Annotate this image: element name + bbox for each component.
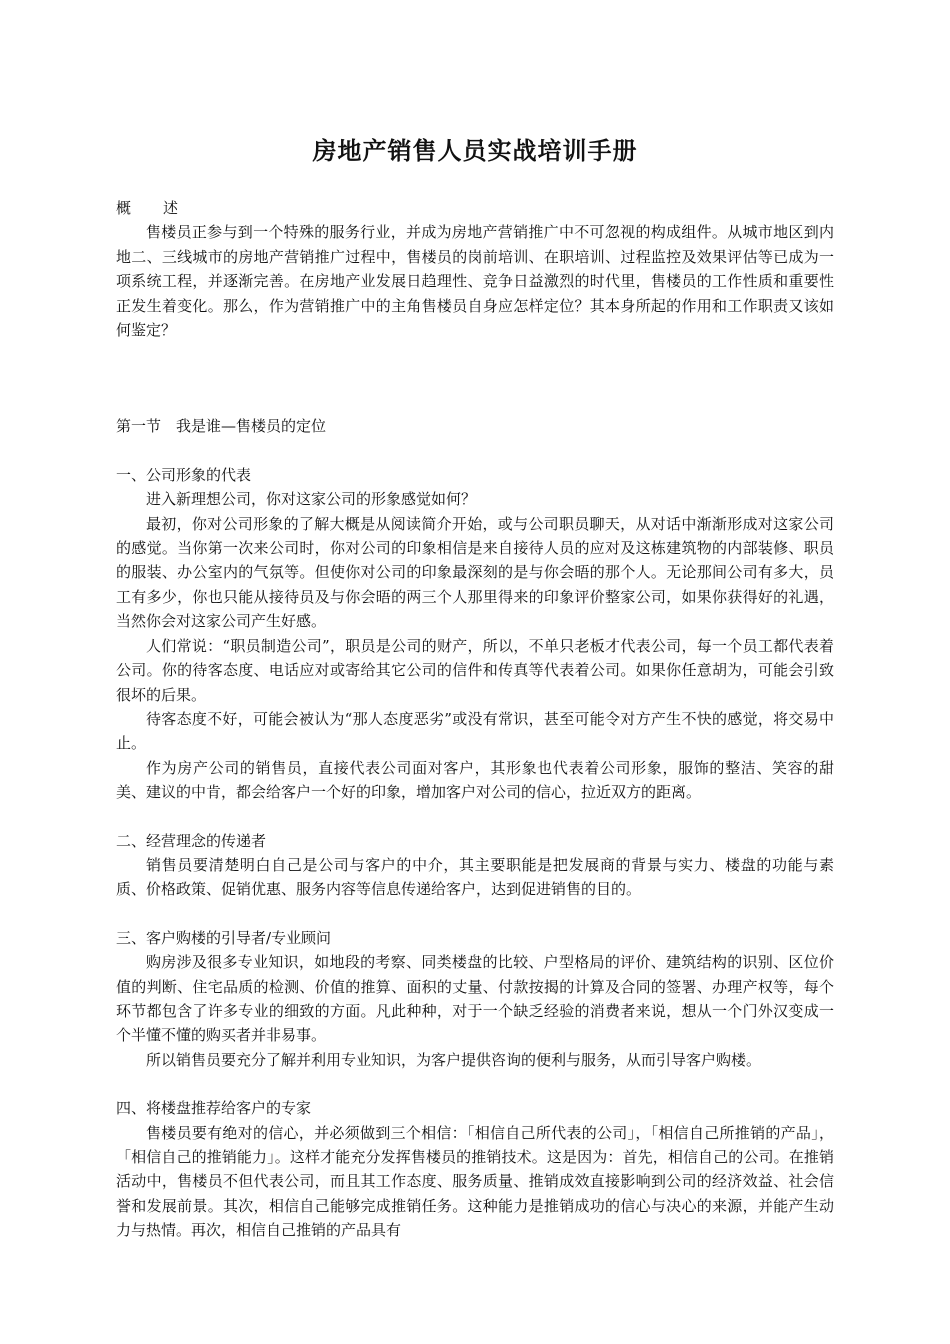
spacer — [116, 342, 834, 390]
document-body — [116, 196, 834, 1243]
overview-label-a: 概 — [116, 199, 132, 217]
part3-paragraph: 购房涉及很多专业知识，如地段的考察、同类楼盘的比较、户型格局的评价、建筑结构的识别、区位价值的判断、住宅品质的检测、价值的推算、面积的丈量、付款按揭的计算及合同的签署、办理产权等，每个环节都包含了许多专业的细致的方面。凡此种种，对于一个缺乏经验的消费者来说，想从一个门外汉变成一个半懂不懂的购买者并非易事。 — [116, 953, 834, 1045]
part1-paragraph: 人们常说：“职员制造公司”，职员是公司的财产，所以，不单只老板才代表公司，每一个员工都代表着公司。你的待客态度、电话应对或寄给其它公司的信件和传真等代表着公司。如果你任意胡为，可能会引致很坏的后果。 — [116, 636, 834, 704]
overview-label-b: 述 — [163, 199, 179, 217]
part3-paragraph: 所以销售员要充分了解并利用专业知识，为客户提供咨询的便利与服务，从而引导客户购楼。 — [146, 1050, 762, 1069]
spacer — [116, 805, 834, 829]
document-title: 房地产销售人员实战培训手册 — [312, 136, 638, 165]
part4-paragraph: 售楼员要有绝对的信心，并必须做到三个相信：「相信自己所代表的公司」，「相信自己所推销的产品」，「相信自己的推销能力」。这样才能充分发挥售楼员的推销技术。这是因为：首先，相信自己的公司。在推销活动中，售楼员不但代表公司，而且其工作态度、服务质量、推销成效直接影响到公司的经济效益、社会信誉和发展前景。其次，相信自己能够完成推销任务。这种能力是推销成功的信心与决心的来源，并能产生动力与热情。再次，相信自己推销的产品具有 — [116, 1123, 834, 1240]
part2-paragraph: 销售员要清楚明白自己是公司与客户的中介，其主要职能是把发展商的背景与实力、楼盘的功能与素质、价格政策、促销优惠、服务内容等信息传递给客户，达到促进销售的目的。 — [116, 855, 834, 899]
overview-heading — [116, 196, 834, 220]
part1-paragraph: 作为房产公司的销售员，直接代表公司面对客户，其形象也代表着公司形象，服饰的整洁、笑容的甜美、建议的中肯，都会给客户一个好的印象，增加客户对公司的信心，拉近双方的距离。 — [116, 758, 834, 802]
part3-heading: 三、客户购楼的引导者/专业顾问 — [116, 928, 332, 947]
part1-heading: 一、公司形象的代表 — [116, 465, 252, 484]
part1-paragraph: 进入新理想公司，你对这家公司的形象感觉如何？ — [146, 490, 477, 509]
part4-heading: 四、将楼盘推荐给客户的专家 — [116, 1099, 312, 1118]
spacer — [116, 390, 834, 414]
overview-paragraph: 售楼员正参与到一个特殊的服务行业，并成为房地产营销推广中不可忽视的构成组件。从城市地区到内地二、三线城市的房地产营销推广过程中，售楼员的岗前培训、在职培训、过程监控及效果评估等已成为一项系统工程，并逐渐完善。在房地产业发展日趋理性、竞争日益激烈的时代里，售楼员的工作性质和重要性正发生着变化。那么，作为营销推广中的主角售楼员自身应怎样定位？其本身所起的作用和工作职责又该如何鉴定？ — [116, 223, 834, 340]
section1-heading: 第一节 我是谁—售楼员的定位 — [116, 417, 327, 436]
spacer — [116, 902, 834, 926]
spacer — [116, 439, 834, 463]
part1-paragraph: 待客态度不好，可能会被认为“那人态度恶劣”或没有常识，甚至可能令对方产生不快的感觉，将交易中止。 — [116, 709, 834, 753]
part1-paragraph: 最初，你对公司形象的了解大概是从阅读简介开始，或与公司职员聊天，从对话中渐渐形成对这家公司的感觉。当你第一次来公司时，你对公司的印象相信是来自接待人员的应对及这栋建筑物的内部装修、职员的服装、办公室内的气氛等。但使你对公司的印象最深刻的是与你会晤的那个人。无论那间公司有多大，员工有多少，你也只能从接待员及与你会晤的两三个人那里得来的印象评价整家公司，如果你获得好的礼遇，当然你会对这家公司产生好感。 — [116, 514, 834, 631]
spacer — [116, 1072, 834, 1096]
part2-heading: 二、经营理念的传递者 — [116, 831, 267, 850]
